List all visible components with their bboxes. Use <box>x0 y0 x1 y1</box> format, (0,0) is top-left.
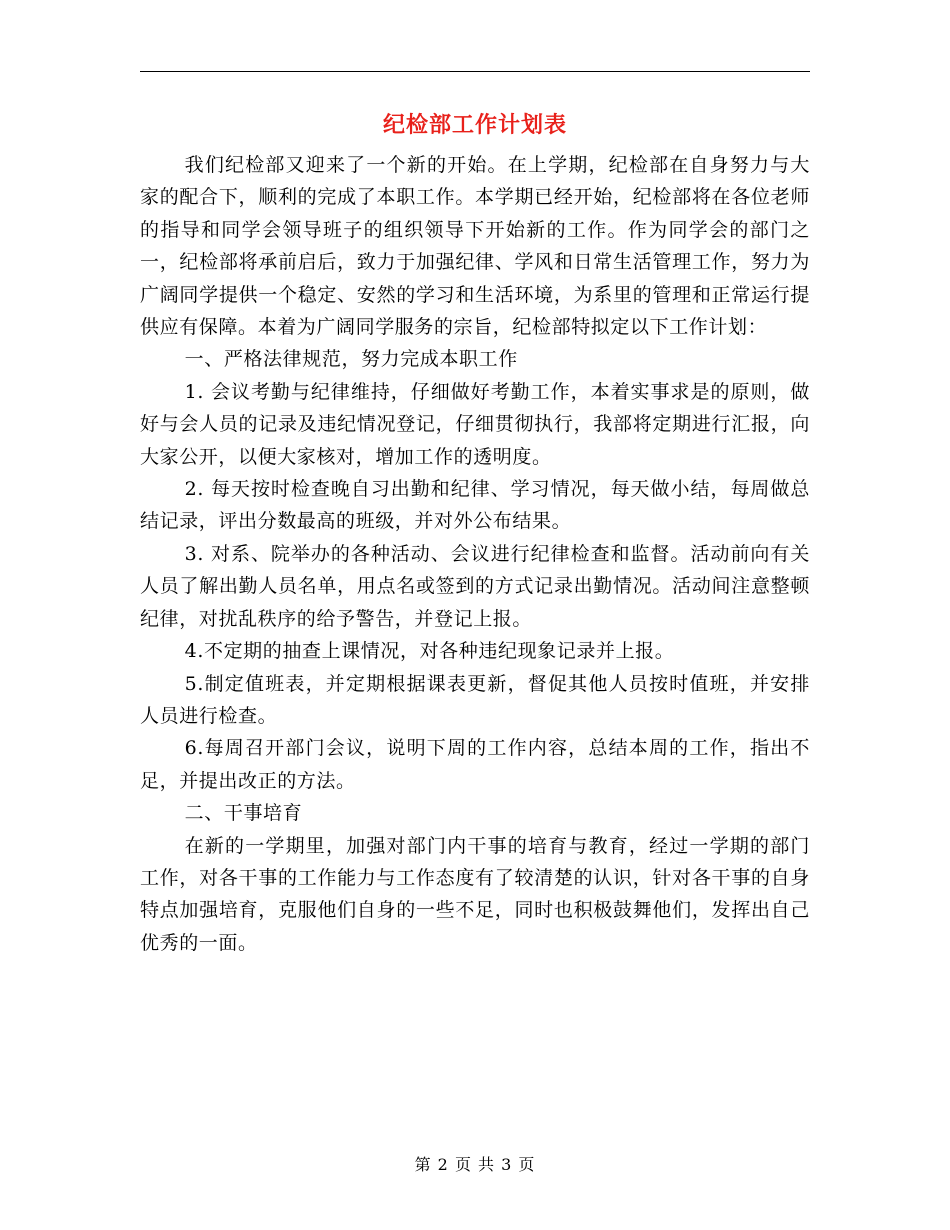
list-item-6: 6.每周召开部门会议，说明下周的工作内容，总结本周的工作，指出不足，并提出改正的方法。 <box>140 737 810 792</box>
page-number-footer: 第 2 页 共 3 页 <box>414 1155 536 1174</box>
list-item-1: 1. 会议考勤与纪律维持，仔细做好考勤工作，本着实事求是的原则，做好与会人员的记录及违纪情况登记，仔细贯彻执行，我部将定期进行汇报，向大家公开，以便大家核对，增加工作的透明度。 <box>140 380 810 468</box>
document-body <box>140 149 810 959</box>
section-heading-2: 二、干事培育 <box>184 802 303 825</box>
section-heading-1: 一、严格法律规范，努力完成本职工作 <box>184 348 518 371</box>
list-item-4: 4.不定期的抽查上课情况，对各种违纪现象记录并上报。 <box>184 640 675 663</box>
header-rule <box>140 71 810 72</box>
document-title: 纪检部工作计划表 <box>382 112 567 138</box>
list-item-3: 3. 对系、院举办的各种活动、会议进行纪律检查和监督。活动前向有关人员了解出勤人员名单，用点名或签到的方式记录出勤情况。活动间注意整顿纪律，对扰乱秩序的给予警告，并登记上报。 <box>140 542 810 630</box>
list-item-2: 2. 每天按时检查晚自习出勤和纪律、学习情况，每天做小结，每周做总结记录，评出分数最高的班级，并对外公布结果。 <box>140 478 810 533</box>
list-item-5: 5.制定值班表，并定期根据课表更新，督促其他人员按时值班，并安排人员进行检查。 <box>140 672 810 727</box>
training-paragraph: 在新的一学期里，加强对部门内干事的培育与教育，经过一学期的部门工作，对各干事的工作能力与工作态度有了较清楚的认识，针对各干事的自身特点加强培育，克服他们自身的一些不足，同时也积极鼓舞他们，发挥出自己优秀的一面。 <box>140 834 810 954</box>
intro-paragraph: 我们纪检部又迎来了一个新的开始。在上学期，纪检部在自身努力与大家的配合下，顺利的完成了本职工作。本学期已经开始，纪检部将在各位老师的指导和同学会领导班子的组织领导下开始新的工作。作为同学会的部门之一，纪检部将承前启后，致力于加强纪律、学风和日常生活管理工作，努力为广阔同学提供一个稳定、安然的学习和生活环境，为系里的管理和正常运行提供应有保障。本着为广阔同学服务的宗旨，纪检部特拟定以下工作计划： <box>140 154 810 339</box>
